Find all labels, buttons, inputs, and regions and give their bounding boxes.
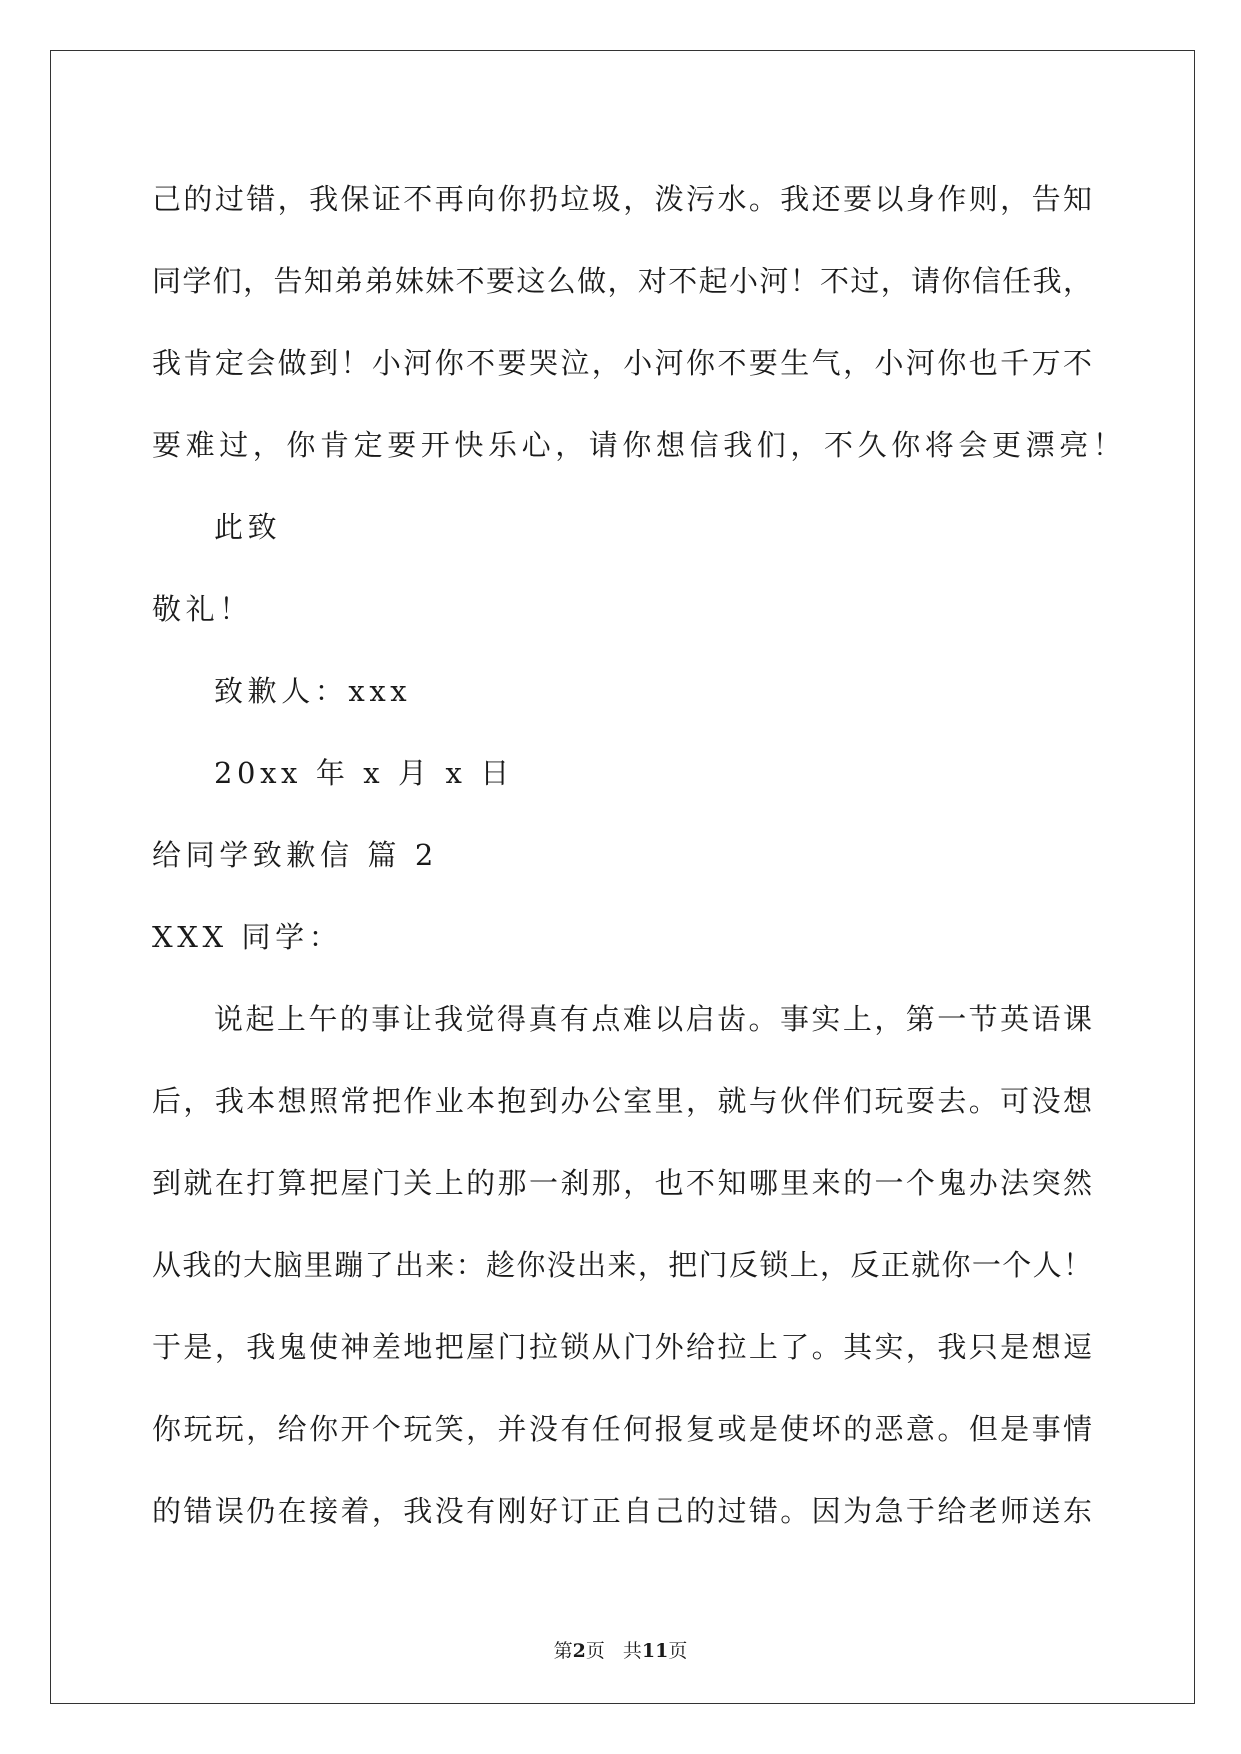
paragraph-line: 我肯定会做到！小河你不要哭泣，小河你不要生气，小河你也千万不 <box>152 346 1092 380</box>
paragraph-line: 说起上午的事让我觉得真有点难以启齿。事实上，第一节英语课 <box>214 1002 1092 1036</box>
page-current: 2 <box>572 1640 586 1662</box>
paragraph-line: 的错误仍在接着，我没有刚好订正自己的过错。因为急于给老师送东 <box>152 1494 1092 1528</box>
paragraph-line: 后，我本想照常把作业本抱到办公室里，就与伙伴们玩耍去。可没想 <box>152 1084 1092 1118</box>
page-suffix: 页 <box>585 1640 605 1662</box>
page-footer <box>0 1636 1241 1663</box>
paragraph-line: 要难过，你肯定要开快乐心，请你想信我们，不久你将会更漂亮！ <box>152 428 1127 462</box>
closing-salutation: 此致 <box>214 510 282 544</box>
total-suffix: 页 <box>668 1640 688 1662</box>
date-line: 20xx 年 x 月 x 日 <box>214 756 514 790</box>
paragraph-line: 同学们，告知弟弟妹妹不要这么做，对不起小河！不过，请你信任我， <box>152 264 1092 298</box>
page-total: 11 <box>641 1640 669 1662</box>
total-prefix: 共 <box>622 1640 642 1662</box>
page-prefix: 第 <box>553 1640 573 1662</box>
document-body <box>152 158 1127 1552</box>
paragraph-line: 你玩玩，给你开个玩笑，并没有任何报复或是使坏的恶意。但是事情 <box>152 1412 1092 1446</box>
section-heading: 给同学致歉信 篇 2 <box>152 838 438 872</box>
letter-greeting: XXX 同学： <box>152 920 343 954</box>
closing-regards: 敬礼！ <box>152 592 253 626</box>
paragraph-line: 己的过错，我保证不再向你扔垃圾，泼污水。我还要以身作则，告知 <box>152 182 1092 216</box>
paragraph-line: 从我的大脑里蹦了出来：趁你没出来，把门反锁上，反正就你一个人！ <box>152 1248 1092 1282</box>
paragraph-line: 到就在打算把屋门关上的那一刹那，也不知哪里来的一个鬼办法突然 <box>152 1166 1092 1200</box>
signature: 致歉人：xxx <box>214 674 412 708</box>
paragraph-line: 于是，我鬼使神差地把屋门拉锁从门外给拉上了。其实，我只是想逗 <box>152 1330 1092 1364</box>
